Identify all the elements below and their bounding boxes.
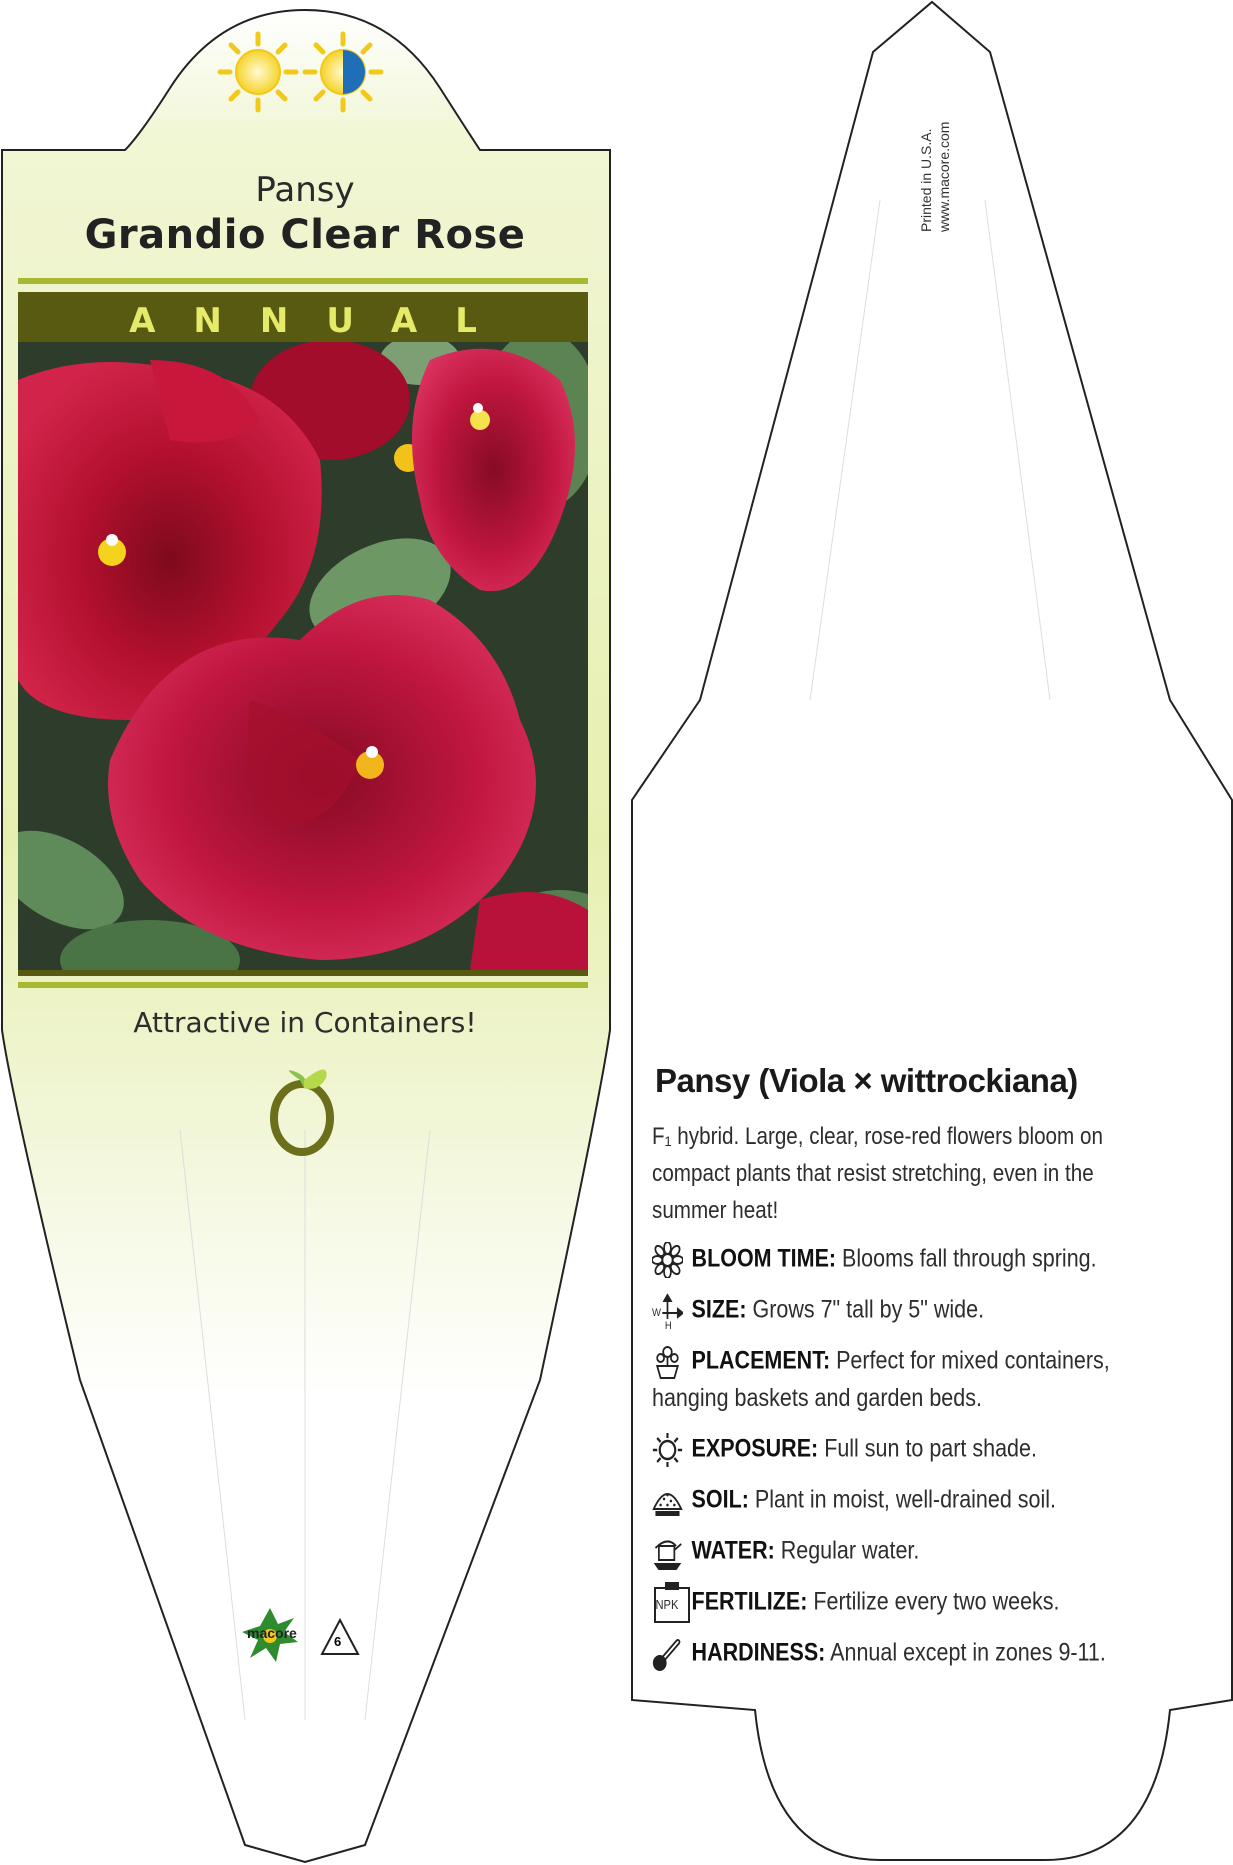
back-tag [632, 2, 1232, 1860]
soil-icon [652, 1483, 686, 1519]
hardiness-row [652, 1636, 1106, 1676]
recycle-code: 6 [334, 1634, 342, 1649]
bloom-text: Blooms fall through spring. [842, 1244, 1097, 1273]
fertilize-label: FERTILIZE: [691, 1587, 808, 1616]
exposure-text: Full sun to part shade. [824, 1434, 1037, 1463]
thermometer-icon [652, 1636, 686, 1672]
soil-row [652, 1483, 1056, 1523]
exposure-label: EXPOSURE: [691, 1434, 819, 1463]
plant-category-label: ANNUAL [129, 301, 515, 341]
hardiness-text: Annual except in zones 9-11. [830, 1638, 1106, 1667]
printed-in-label: Printed in U.S.A. [918, 128, 934, 232]
plant-cultivar-name: Grandio Clear Rose [84, 212, 526, 258]
bloom-label: BLOOM TIME: [691, 1244, 837, 1273]
placement-row [652, 1344, 1110, 1384]
sun-outline-icon [652, 1432, 686, 1468]
fertilize-text: Fertilize every two weeks. [813, 1587, 1060, 1616]
size-icon-w: W [652, 1307, 661, 1319]
size-text: Grows 7" tall by 5" wide. [752, 1295, 985, 1324]
size-label: SIZE: [691, 1295, 747, 1324]
brand-name: macore [247, 1625, 297, 1641]
npk-label: NPK [655, 1597, 679, 1612]
plant-common-name: Pansy [255, 170, 355, 210]
placement-text-line2: hanging baskets and garden beds. [652, 1384, 982, 1412]
plant-description: F₁ hybrid. Large, clear, rose-red flowers bloom on compact plants that resist stretching, even in the summer heat! [652, 1123, 1103, 1224]
water-label: WATER: [691, 1536, 775, 1565]
bloom-time-row [652, 1242, 1097, 1282]
fertilize-row [652, 1585, 1060, 1625]
size-icon [652, 1293, 686, 1332]
soil-text: Plant in moist, well-drained soil. [754, 1485, 1057, 1514]
botanical-title: Pansy (Viola × wittrockiana) [655, 1062, 1078, 1099]
flower-icon [652, 1242, 686, 1278]
part-shade-icon [305, 34, 381, 110]
photo-bottom-band [18, 970, 588, 976]
plant-tagline: Attractive in Containers! [133, 1006, 477, 1039]
exposure-row [652, 1432, 1037, 1472]
placement-label: PLACEMENT: [691, 1346, 831, 1375]
water-row [652, 1534, 919, 1574]
planter-icon [652, 1344, 686, 1380]
pansy-photo [0, 330, 630, 1000]
photo-bottom-rule [18, 982, 588, 988]
soil-label: SOIL: [691, 1485, 749, 1514]
size-icon-h: H [664, 1320, 672, 1332]
hardiness-label: HARDINESS: [691, 1638, 826, 1667]
placement-text: Perfect for mixed containers, [836, 1346, 1110, 1375]
title-rule [18, 278, 588, 284]
size-row [652, 1293, 984, 1333]
water-text: Regular water. [780, 1536, 920, 1565]
full-sun-icon [220, 34, 296, 110]
watering-can-icon [652, 1534, 686, 1570]
website-label: www.macore.com [936, 121, 952, 232]
